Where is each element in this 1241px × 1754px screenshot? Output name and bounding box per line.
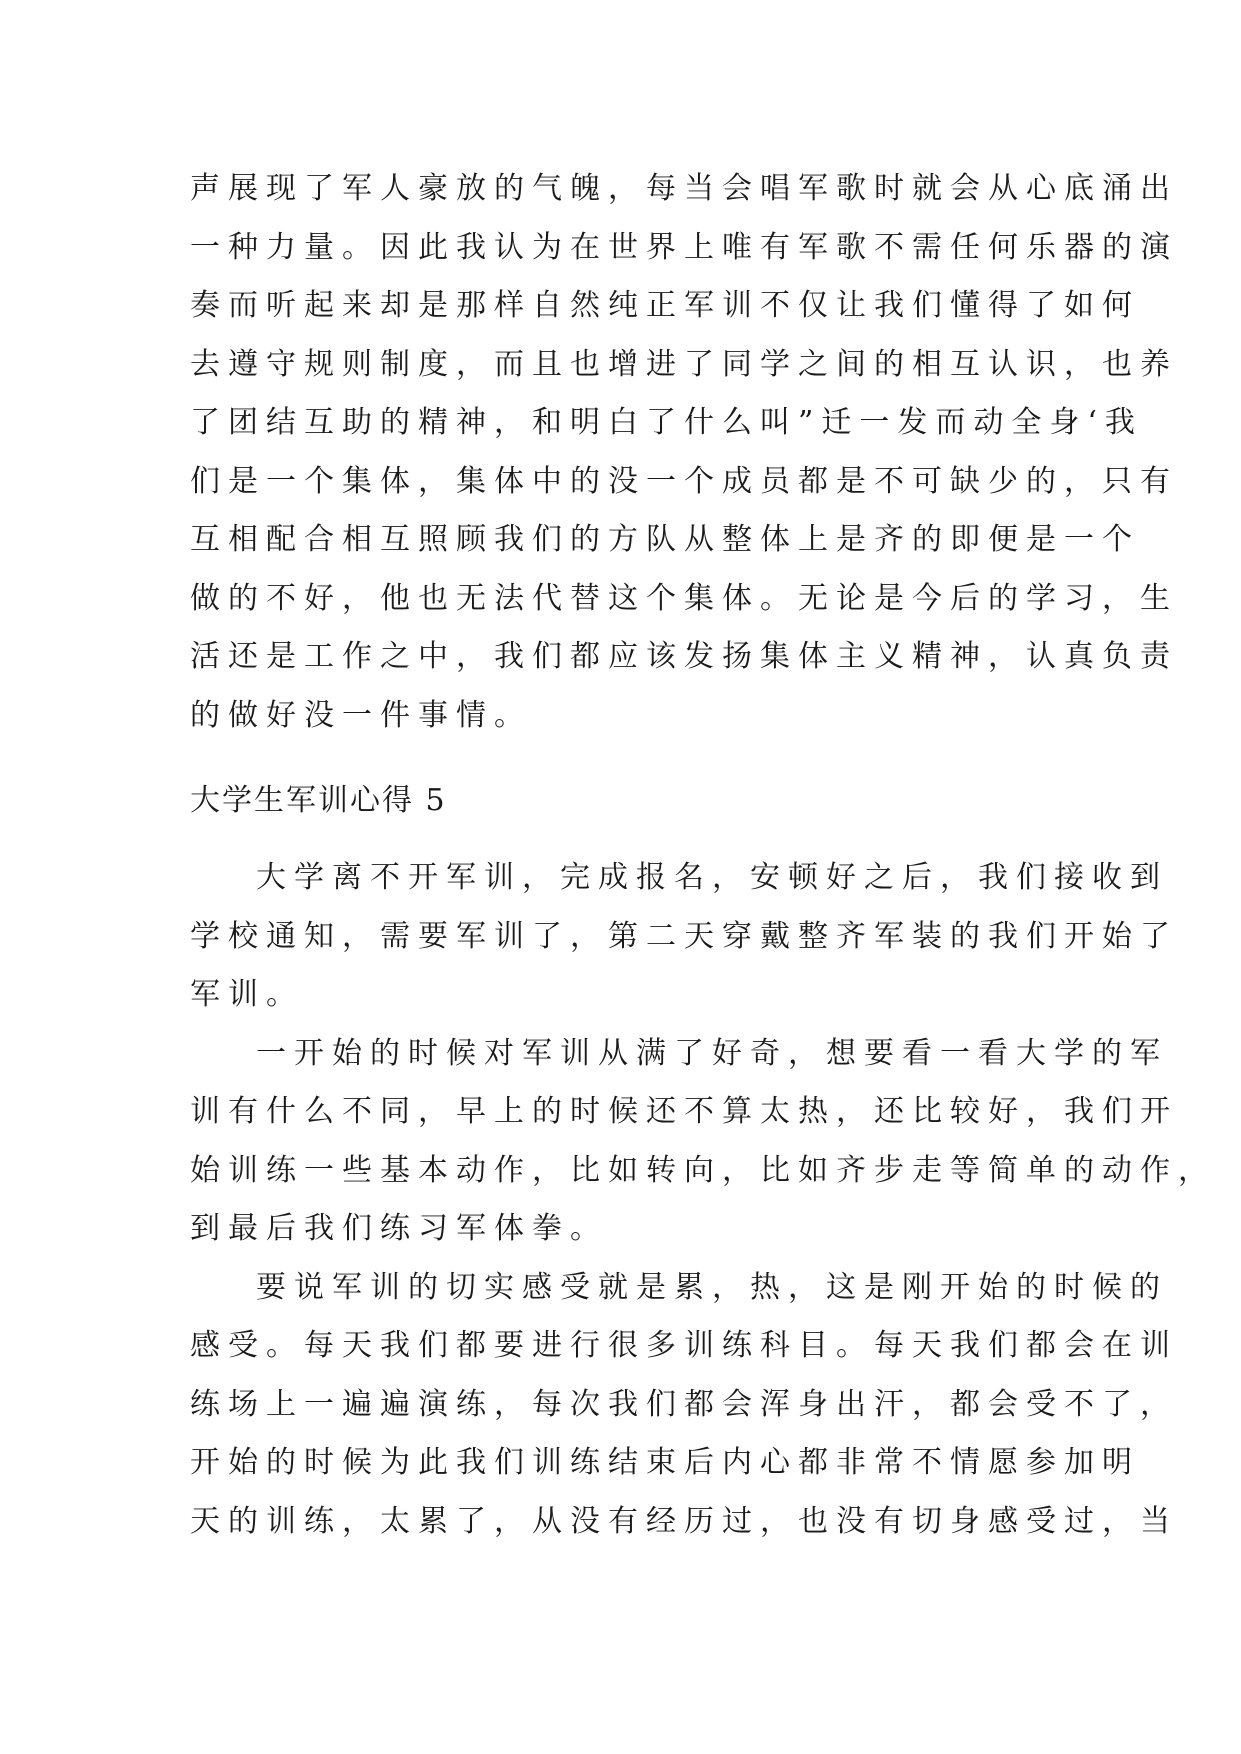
text-line: 感受。每天我们都要进行很多训练科目。每天我们都会在训 [190, 1328, 1178, 1363]
text-line: 军训。 [190, 977, 304, 1012]
text-line: 们是一个集体，集体中的没一个成员都是不可缺少的，只有 [190, 463, 1178, 499]
paragraph-continued [190, 160, 1178, 745]
text-line: 去遵守规则制度，而且也增进了同学之间的相互认识，也养 [190, 346, 1178, 382]
text-line: 天的训练，太累了，从没有经历过，也没有切身感受过，当 [190, 1503, 1178, 1539]
text-line: 一种力量。因此我认为在世界上唯有军歌不需任何乐器的演 [190, 229, 1178, 265]
text-line: 的做好没一件事情。 [190, 697, 532, 733]
text-line: 要说军训的切实感受就是累，热，这是刚开始的时候的 [256, 1269, 1168, 1305]
text-line: 训有什么不同，早上的时候还不算太热，还比较好，我们开 [190, 1094, 1178, 1129]
text-line: 开始的时候为此我们训练结束后内心都非常不情愿参加明 [190, 1445, 1140, 1480]
text-line: 始训练一些基本动作，比如转向，比如齐步走等简单的动作， [190, 1152, 1216, 1188]
text-line: 活还是工作之中，我们都应该发扬集体主义精神，认真负责 [190, 639, 1178, 674]
section-body [190, 849, 1216, 1551]
text-line: 大学离不开军训，完成报名，安顿好之后，我们接收到 [256, 860, 1168, 895]
text-line: 奏而听起来却是那样自然纯正军训不仅让我们懂得了如何 [190, 288, 1140, 323]
section-heading: 大学生军训心得 5 [190, 783, 447, 818]
text-line: 声展现了军人豪放的气魄，每当会唱军歌时就会从心底涌出 [190, 171, 1178, 206]
text-line: 了团结互助的精神，和明白了什么叫”迁一发而动全身‘我 [190, 405, 1143, 440]
text-line: 做的不好，他也无法代替这个集体。无论是今后的学习，生 [190, 580, 1178, 616]
text-line: 学校通知，需要军训了，第二天穿戴整齐军装的我们开始了 [190, 918, 1178, 954]
text-line: 到最后我们练习军体拳。 [190, 1211, 608, 1246]
text-line: 互相配合相互照顾我们的方队从整体上是齐的即便是一个 [190, 522, 1140, 557]
text-line: 练场上一遍遍演练，每次我们都会浑身出汗，都会受不了， [190, 1386, 1178, 1422]
text-line: 一开始的时候对军训从满了好奇，想要看一看大学的军 [256, 1035, 1168, 1071]
